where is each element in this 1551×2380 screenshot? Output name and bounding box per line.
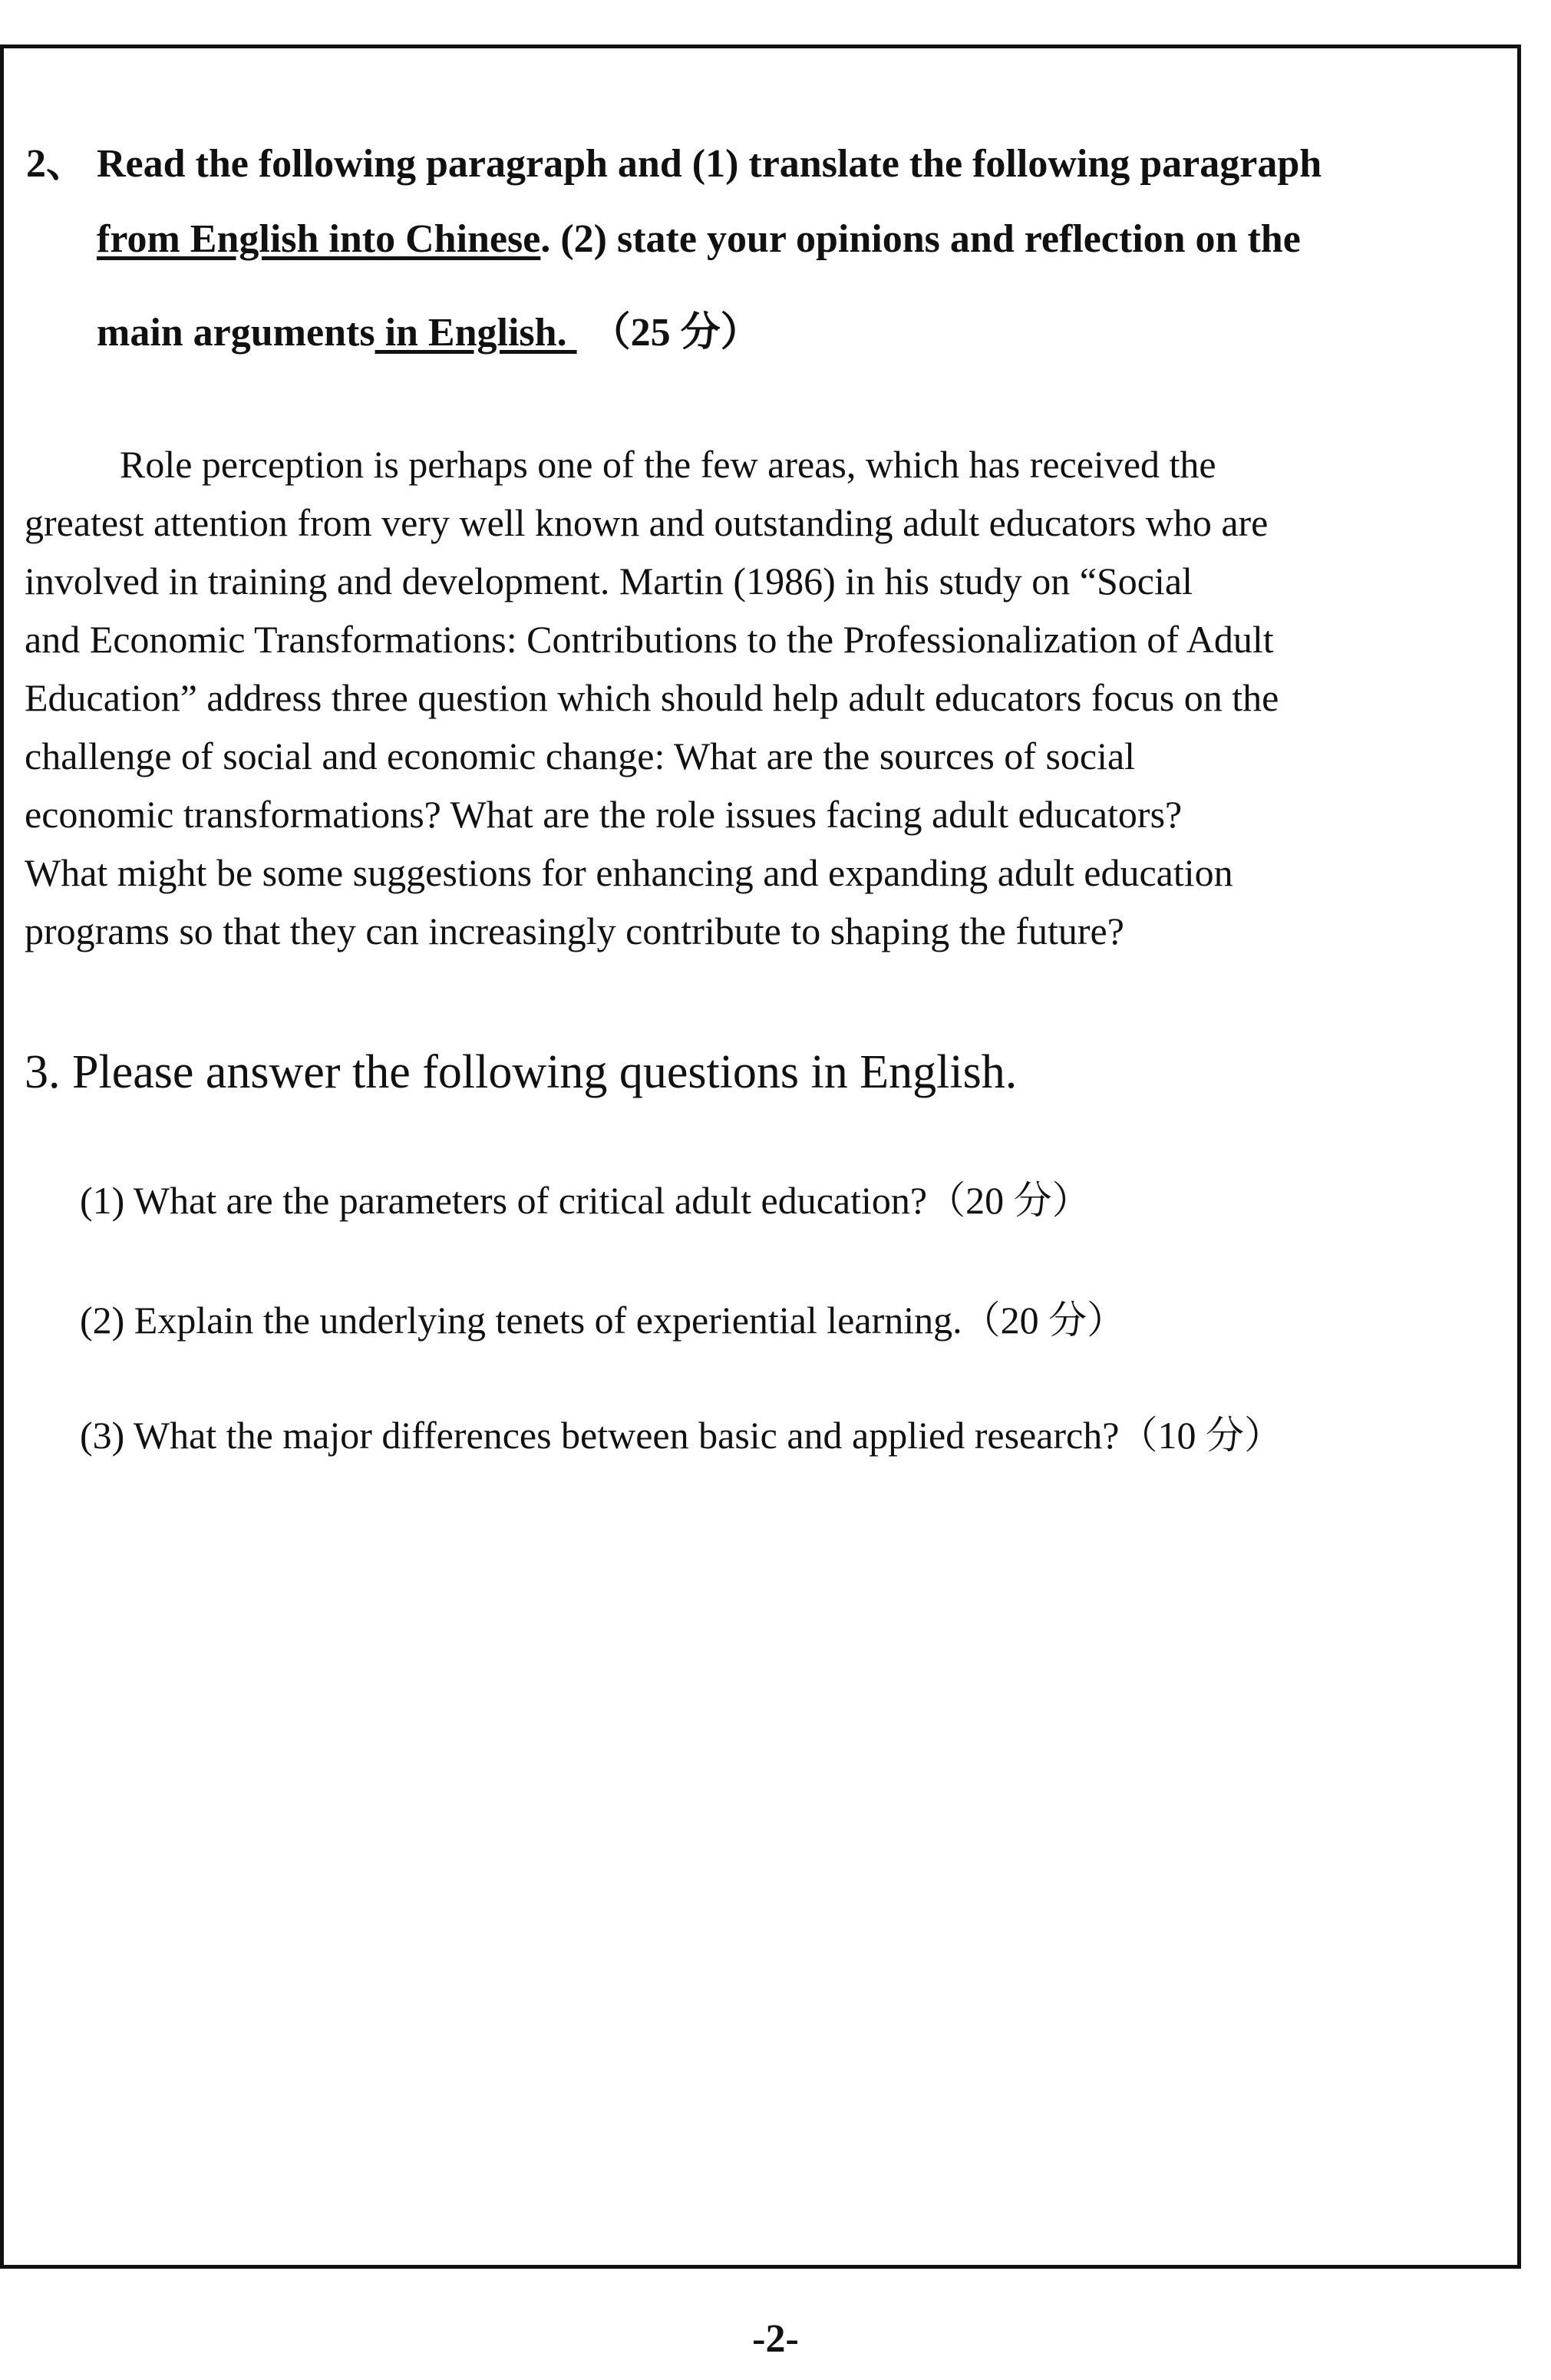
passage-line: What might be some suggestions for enhancing and expanding adult education	[25, 851, 1233, 894]
page-frame	[0, 45, 1521, 2269]
question-3-item-3: (3) What the major differences between basic and applied research?（10 分）	[80, 1414, 1282, 1457]
question-2-line-3	[97, 299, 761, 357]
question-2-text-3: main arguments	[97, 311, 375, 355]
question-2-text-2: . (2) state your opinions and reflection on the	[540, 217, 1301, 261]
passage-line: and Economic Transformations: Contributions to the Professionalization of Adult	[25, 618, 1274, 661]
passage-line: programs so that they can increasingly contribute to shaping the future?	[25, 909, 1124, 952]
question-2-line-1	[26, 130, 1322, 188]
passage-line: challenge of social and economic change: What are the sources of social	[25, 734, 1136, 777]
question-2-line-2	[97, 216, 1301, 262]
question-3-item-2: (2) Explain the underlying tenets of experiential learning.（20 分）	[80, 1299, 1126, 1342]
page-number: -2-	[752, 2317, 799, 2361]
question-2-points: （25 分）	[590, 311, 761, 355]
passage-line: Education” address three question which should help adult educators focus on the	[25, 676, 1279, 719]
question-2-number: 2、	[26, 142, 87, 186]
question-3-heading: 3. Please answer the following questions in English.	[25, 1046, 1018, 1098]
passage-line: economic transformations? What are the role issues facing adult educators?	[25, 793, 1183, 836]
question-3-item-1: (1) What are the parameters of critical adult education?（20 分）	[80, 1179, 1091, 1222]
question-2-underlined-2: in English.	[375, 311, 577, 355]
question-2-underlined-1: from English into Chinese	[97, 217, 541, 261]
passage-line: involved in training and development. Martin (1986) in his study on “Social	[25, 560, 1193, 602]
question-2-text-1: Read the following paragraph and (1) translate the following paragraph	[97, 142, 1322, 186]
passage-line: Role perception is perhaps one of the few areas, which has received the	[120, 443, 1216, 486]
passage-line: greatest attention from very well known and outstanding adult educators who are	[25, 501, 1269, 544]
